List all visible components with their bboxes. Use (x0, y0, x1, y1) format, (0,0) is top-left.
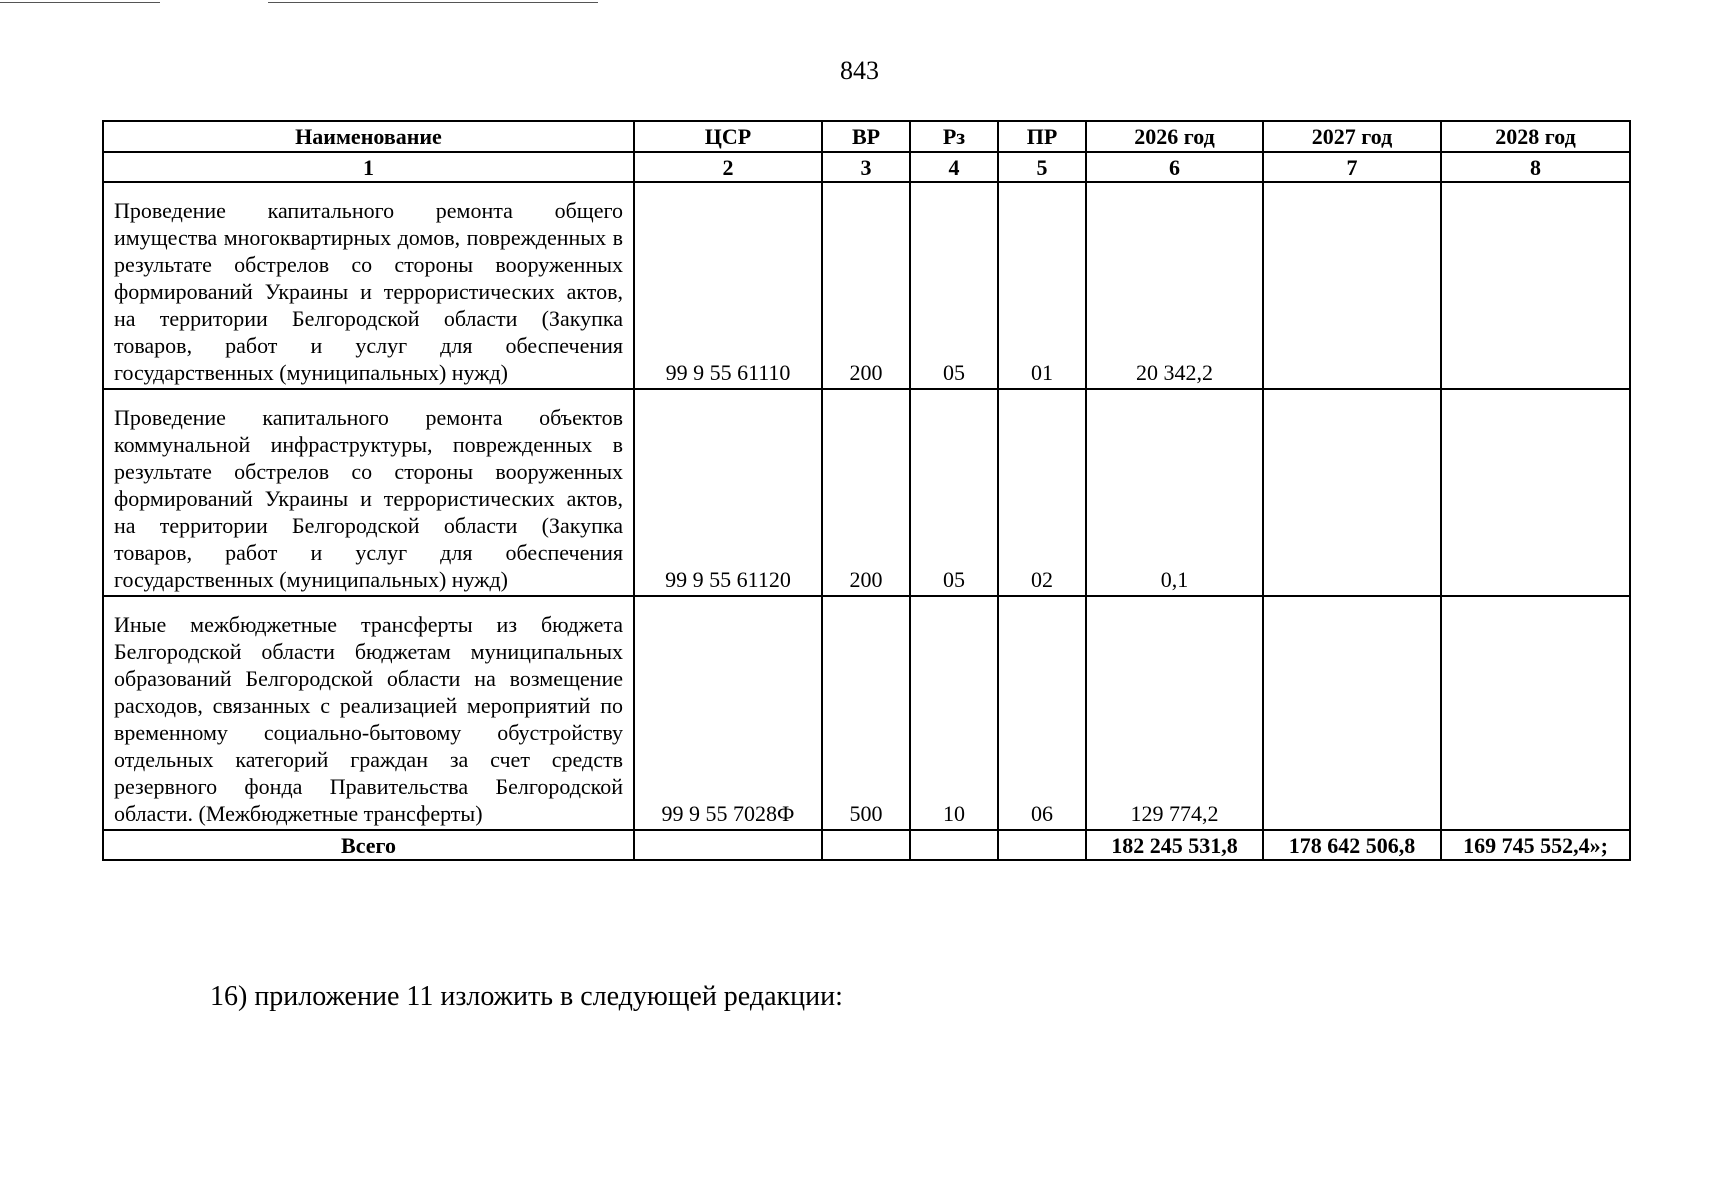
row-2026: 129 774,2 (1086, 596, 1263, 830)
row-name: Проведение капитального ремонта общего имущества многоквартирных домов, поврежденных в результате обстрелов со стороны вооруженных формирований Украины и террористических актов, на территории Белгородской области (Закупка товаров, работ и услуг для обеспечения государственных (муниципальных) нужд) (103, 182, 634, 389)
column-number: 4 (910, 152, 998, 182)
column-number: 3 (822, 152, 910, 182)
row-rz: 10 (910, 596, 998, 830)
total-row (103, 830, 1630, 860)
row-2028 (1441, 596, 1630, 830)
total-empty-cell (910, 830, 998, 860)
column-number-row (103, 152, 1630, 182)
row-2028 (1441, 182, 1630, 389)
row-2026: 0,1 (1086, 389, 1263, 596)
scan-edge-line-left (0, 2, 160, 3)
row-rz: 05 (910, 182, 998, 389)
total-empty-cell (998, 830, 1086, 860)
total-2026: 182 245 531,8 (1086, 830, 1263, 860)
table-row (103, 596, 1630, 830)
header-2026: 2026 год (1086, 121, 1263, 152)
row-csr: 99 9 55 7028Ф (634, 596, 822, 830)
table-row (103, 389, 1630, 596)
column-number: 1 (103, 152, 634, 182)
column-number: 7 (1263, 152, 1441, 182)
table-row (103, 182, 1630, 389)
row-2027 (1263, 182, 1441, 389)
header-vr: ВР (822, 121, 910, 152)
budget-table (102, 120, 1631, 861)
total-empty-cell (634, 830, 822, 860)
scan-edge-line-right (268, 2, 598, 3)
row-vr: 500 (822, 596, 910, 830)
column-number: 8 (1441, 152, 1630, 182)
header-rz: Рз (910, 121, 998, 152)
row-vr: 200 (822, 182, 910, 389)
header-name: Наименование (103, 121, 634, 152)
header-2027: 2027 год (1263, 121, 1441, 152)
total-empty-cell (822, 830, 910, 860)
total-2027: 178 642 506,8 (1263, 830, 1441, 860)
row-2028 (1441, 389, 1630, 596)
page-number: 843 (840, 56, 879, 85)
header-2028: 2028 год (1441, 121, 1630, 152)
column-number: 5 (998, 152, 1086, 182)
row-2027 (1263, 389, 1441, 596)
column-number: 2 (634, 152, 822, 182)
amendment-paragraph: 16) приложение 11 изложить в следующей редакции: (210, 981, 843, 1012)
row-name: Проведение капитального ремонта объектов коммунальной инфраструктуры, поврежденных в результате обстрелов со стороны вооруженных формирований Украины и террористических актов, на территории Белгородской области (Закупка товаров, работ и услуг для обеспечения государственных (муниципальных) нужд) (103, 389, 634, 596)
row-name: Иные межбюджетные трансферты из бюджета Белгородской области бюджетам муниципальных образований Белгородской области на возмещение расходов, связанных с реализацией мероприятий по временному социально-бытовому обустройству отдельных категорий граждан за счет средств резервного фонда Правительства Белгородской области. (Межбюджетные трансферты) (103, 596, 634, 830)
row-2026: 20 342,2 (1086, 182, 1263, 389)
total-2028: 169 745 552,4»; (1441, 830, 1630, 860)
header-row (103, 121, 1630, 152)
header-pr: ПР (998, 121, 1086, 152)
column-number: 6 (1086, 152, 1263, 182)
row-2027 (1263, 596, 1441, 830)
row-csr: 99 9 55 61110 (634, 182, 822, 389)
row-rz: 05 (910, 389, 998, 596)
total-label: Всего (103, 830, 634, 860)
row-csr: 99 9 55 61120 (634, 389, 822, 596)
row-pr: 01 (998, 182, 1086, 389)
header-csr: ЦСР (634, 121, 822, 152)
row-vr: 200 (822, 389, 910, 596)
row-pr: 02 (998, 389, 1086, 596)
row-pr: 06 (998, 596, 1086, 830)
